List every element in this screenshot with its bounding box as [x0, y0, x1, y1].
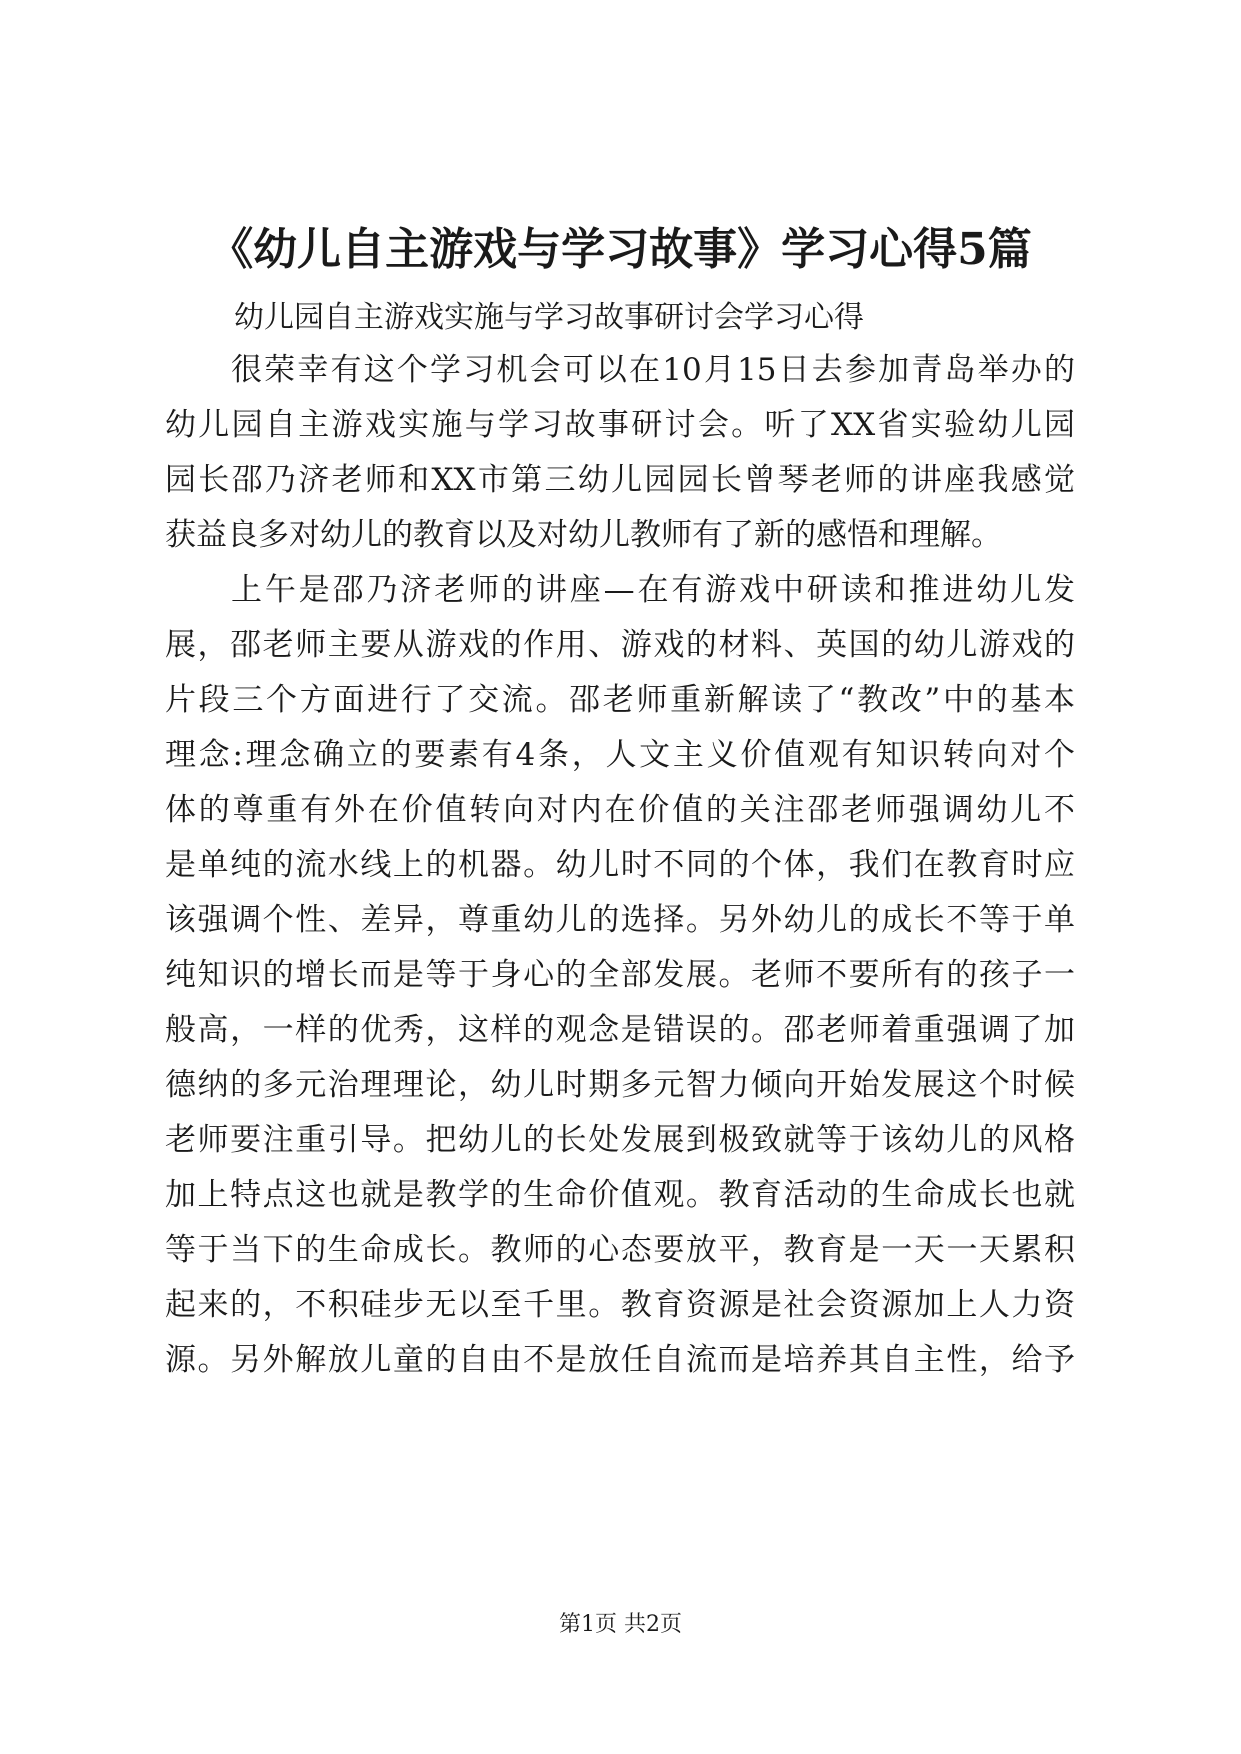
paragraph-2-line: 体的尊重有外在价值转向对内在价值的关注邵老师强调幼儿不	[165, 792, 1075, 828]
paragraph-1-line: 幼儿园自主游戏实施与学习故事研讨会。听了XX省实验幼儿园	[165, 407, 1075, 443]
paragraph-1-line: 园长邵乃济老师和XX市第三幼儿园园长曾琴老师的讲座我感觉	[165, 462, 1075, 498]
paragraph-2-line: 该强调个性、差异，尊重幼儿的选择。另外幼儿的成长不等于单	[165, 902, 1075, 938]
paragraph-2-line: 上午是邵乃济老师的讲座—在有游戏中研读和推进幼儿发	[231, 572, 1075, 608]
paragraph-1-line: 获益良多对幼儿的教育以及对幼儿教师有了新的感悟和理解。	[165, 517, 1002, 553]
paragraph-2-line: 源。另外解放儿童的自由不是放任自流而是培养其自主性，给予	[165, 1342, 1075, 1378]
paragraph-2-line: 理念:理念确立的要素有4条，人文主义价值观有知识转向对个	[165, 737, 1075, 773]
paragraph-2-line: 德纳的多元治理理论，幼儿时期多元智力倾向开始发展这个时候	[165, 1067, 1075, 1103]
paragraph-2-line: 纯知识的增长而是等于身心的全部发展。老师不要所有的孩子一	[165, 957, 1075, 993]
paragraph-2-line: 般高，一样的优秀，这样的观念是错误的。邵老师着重强调了加	[165, 1012, 1075, 1048]
page-number-footer: 第1页 共2页	[559, 1612, 682, 1637]
paragraph-2-line: 起来的，不积硅步无以至千里。教育资源是社会资源加上人力资	[165, 1287, 1075, 1323]
paragraph-2-line: 等于当下的生命成长。教师的心态要放平，教育是一天一天累积	[165, 1232, 1075, 1268]
document-title: 《幼儿自主游戏与学习故事》学习心得5篇	[209, 224, 1032, 275]
paragraph-2-line: 是单纯的流水线上的机器。幼儿时不同的个体，我们在教育时应	[165, 847, 1075, 883]
paragraph-2-line: 展，邵老师主要从游戏的作用、游戏的材料、英国的幼儿游戏的	[165, 627, 1075, 663]
paragraph-2-line: 老师要注重引导。把幼儿的长处发展到极致就等于该幼儿的风格	[165, 1122, 1075, 1158]
paragraph-2-line: 加上特点这也就是教学的生命价值观。教育活动的生命成长也就	[165, 1177, 1075, 1213]
paragraph-1-line: 很荣幸有这个学习机会可以在10月15日去参加青岛举办的	[231, 352, 1075, 388]
document-subtitle: 幼儿园自主游戏实施与学习故事研讨会学习心得	[234, 300, 864, 335]
paragraph-2-line: 片段三个方面进行了交流。邵老师重新解读了“教改”中的基本	[165, 682, 1075, 718]
